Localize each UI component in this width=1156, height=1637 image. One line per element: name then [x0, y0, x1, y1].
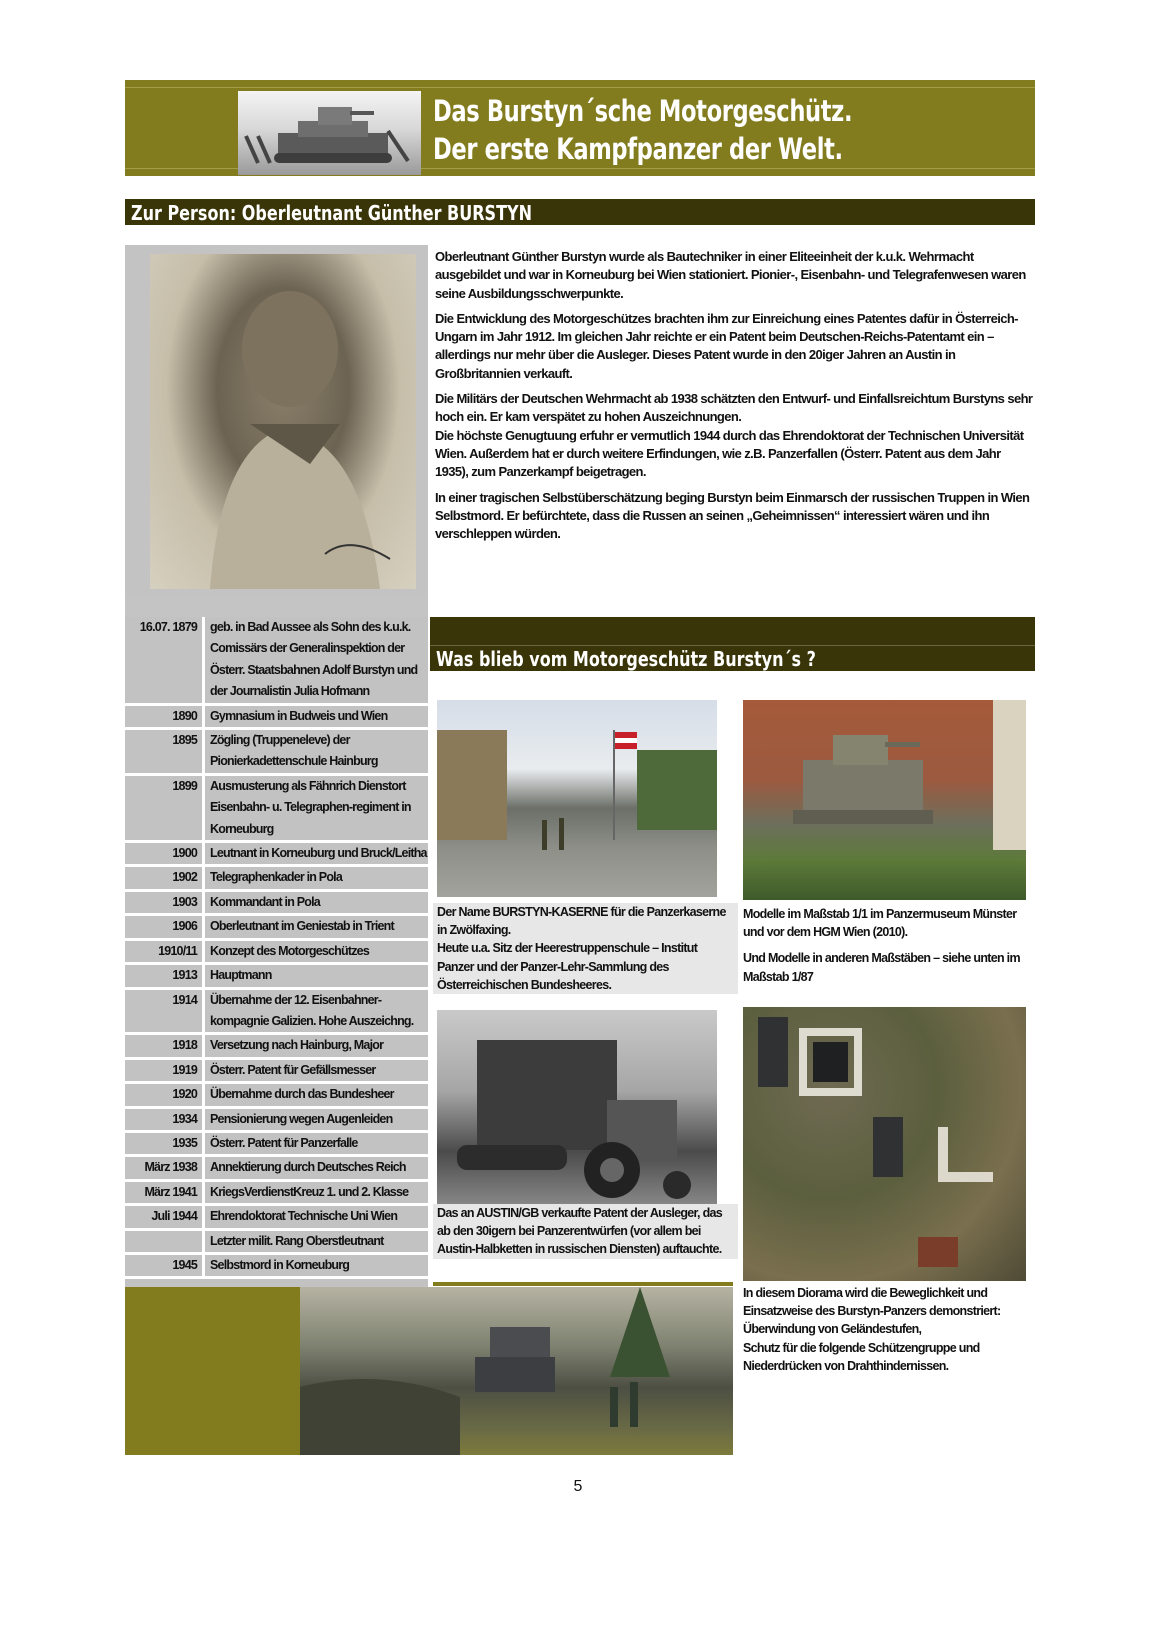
biography-text — [435, 248, 1035, 550]
timeline-event: Übernahme der 12. Eisenbahner-kompagnie Galizien. Hohe Auszeichng. — [210, 992, 414, 1028]
timeline-event: Oberleutnant im Geniestab in Trient — [210, 919, 394, 934]
timeline-date: 1913 — [125, 965, 205, 986]
timeline-event: Konzept des Motorgeschützes — [210, 943, 369, 958]
timeline-event: Zögling (Truppeneleve) der Pionierkadettenschule Hainburg — [210, 733, 378, 769]
austin-halftrack-photo — [437, 1010, 717, 1212]
kaserne-illustration — [437, 700, 717, 897]
timeline-row — [125, 1182, 428, 1206]
caption-text: Der Name BURSTYN-KASERNE für die Panzerkaserne in Zwölfaxing. — [437, 905, 726, 938]
timeline-event: KriegsVerdienstKreuz 1. und 2. Klasse — [210, 1184, 409, 1199]
timeline-date: 1920 — [125, 1084, 205, 1105]
diorama-top-illustration — [743, 1007, 1026, 1281]
timeline-row — [125, 1157, 428, 1181]
timeline-date: 1899 — [125, 776, 205, 840]
timeline-event: Leutnant in Korneuburg und Bruck/Leitha — [210, 846, 427, 861]
bio-paragraph: Die Entwicklung des Motorgeschützes brachten ihm zur Einreichung eines Patentes dafür in Österreich-Ungarn im Jahr 1912. Im gleichen Jahr reichte er ein Patent beim Deutschen-Reichs-Patentamt ein – allerdings nur mehr über die Ausleger. Dieses Patent wurde in den 20iger Jahren an Austin in Großbritannien verkauft. — [435, 310, 1018, 381]
timeline-date: März 1938 — [125, 1157, 205, 1178]
austin-caption — [433, 1204, 738, 1259]
timeline-event: Versetzung nach Hainburg, Major — [210, 1038, 384, 1053]
decorative-olive-block — [125, 1287, 300, 1455]
timeline-row — [125, 965, 428, 989]
bio-paragraph: In einer tragischen Selbstüberschätzung beging Burstyn beim Einmarsch der russischen Truppen in Wien Selbstmord. Er befürchtete, dass die Russen an seinen „Geheimnissen“ interessiert wären und ihn verschleppen würden. — [435, 489, 1030, 542]
timeline-date: 1895 — [125, 730, 205, 773]
timeline-date: 1900 — [125, 843, 205, 864]
timeline-row — [125, 617, 428, 706]
caption-text: Schutz für die folgende Schützengruppe und — [743, 1340, 980, 1355]
section-heading-legacy — [430, 617, 1035, 671]
bio-paragraph: Oberleutnant Günther Burstyn wurde als Bautechniker in einer Eliteeinheit der k.u.k. Wehrmacht ausgebildet und war in Korneuburg bei Wien stationiert. Pionier-, Eisenbahn- und Telegrafenwesen waren seine Ausbildungsschwerpunkte. — [435, 249, 1026, 301]
portrait-photo — [150, 254, 416, 589]
timeline-row — [125, 990, 428, 1036]
diorama-caption — [743, 1284, 1035, 1375]
diorama-side-view-photo — [300, 1287, 733, 1455]
timeline-row — [125, 843, 428, 867]
timeline-event: Österr. Patent für Panzerfalle — [210, 1135, 358, 1150]
timeline-rows — [125, 617, 428, 1279]
timeline-row — [125, 1206, 428, 1230]
timeline-event: Gymnasium in Budweis und Wien — [210, 708, 388, 723]
timeline-row — [125, 1060, 428, 1084]
timeline-date: 1902 — [125, 867, 205, 888]
timeline-row — [125, 1255, 428, 1279]
timeline-date: 1919 — [125, 1060, 205, 1081]
timeline-date: 1910/11 — [125, 941, 205, 962]
page-title — [433, 92, 852, 168]
banner-rule-top — [125, 87, 1035, 88]
timeline-date: 1918 — [125, 1035, 205, 1056]
tank-illustration — [238, 91, 421, 175]
timeline-event: Ehrendoktorat Technische Uni Wien — [210, 1209, 398, 1224]
section-heading-legacy-text: Was blieb vom Motorgeschütz Burstyn´s ? — [436, 647, 816, 671]
museum-illustration — [743, 700, 1026, 900]
header-banner — [125, 80, 1035, 176]
diorama-top-view-photo — [743, 1007, 1026, 1281]
page-number: 5 — [573, 1478, 583, 1495]
section-heading-rule — [430, 645, 1035, 646]
kaserne-caption — [433, 903, 738, 994]
timeline-table — [125, 617, 428, 1314]
bio-paragraph: Die höchste Genugtuung erfuhr er vermutlich 1944 durch das Ehrendoktorat der Technischen Universität Wien. Außerdem hat er durch weitere Erfindungen, wie z.B. Panzerfallen (Österr. Patent aus dem Jahr 1935), zum Panzerkampf beigetragen. — [435, 427, 1024, 480]
timeline-row — [125, 1231, 428, 1255]
timeline-header-spacer — [125, 595, 428, 617]
section-heading-person-text: Zur Person: Oberleutnant Günther BURSTYN — [131, 201, 532, 225]
timeline-row — [125, 1035, 428, 1059]
timeline-date: 1935 — [125, 1133, 205, 1154]
caption-text: Und Modelle in anderen Maßstäben – siehe unten im Maßstab 1/87 — [743, 951, 1020, 984]
portrait-illustration — [150, 254, 416, 589]
section-heading-person — [125, 199, 1035, 225]
timeline-row — [125, 1084, 428, 1108]
caption-text: In diesem Diorama wird die Beweglichkeit und Einsatzweise des Burstyn-Panzers demonstriert: — [743, 1286, 1001, 1319]
timeline-date: Juli 1944 — [125, 1206, 205, 1227]
timeline-row — [125, 916, 428, 940]
timeline-event: Hauptmann — [210, 968, 272, 983]
timeline-event: Kommandant in Pola — [210, 894, 320, 909]
diorama-side-illustration — [300, 1287, 733, 1455]
caption-text: Überwindung von Geländestufen, — [743, 1322, 922, 1337]
timeline-row — [125, 892, 428, 916]
museum-caption — [743, 905, 1035, 986]
timeline-event: Selbstmord in Korneuburg — [210, 1257, 350, 1272]
caption-text: Das an AUSTIN/GB verkaufte Patent der Ausleger, das ab den 30igern bei Panzerentwürfen (vor allem bei Austin-Halbketten in russischen Diensten) auftauchte. — [437, 1206, 723, 1257]
timeline-row — [125, 776, 428, 843]
timeline-date: 16.07. 1879 — [125, 617, 205, 703]
kaserne-gate-photo — [437, 700, 717, 897]
timeline-event: Ausmusterung als Fähnrich Dienstort Eisenbahn- u. Telegraphen-regiment in Korneuburg — [210, 778, 411, 836]
austin-illustration — [437, 1010, 717, 1212]
caption-text: Niederdrücken von Drahthindernissen. — [743, 1358, 949, 1373]
timeline-row — [125, 1109, 428, 1133]
caption-text: Modelle im Maßstab 1/1 im Panzermuseum Münster und vor dem HGM Wien (2010). — [743, 907, 1017, 940]
timeline-date: März 1941 — [125, 1182, 205, 1203]
title-line-1: Das Burstyn´sche Motorgeschütz. — [433, 94, 853, 128]
timeline-event: Österr. Patent für Gefällsmesser — [210, 1062, 376, 1077]
timeline-date: 1914 — [125, 990, 205, 1033]
timeline-event: Annektierung durch Deutsches Reich — [210, 1160, 406, 1175]
timeline-date: 1890 — [125, 706, 205, 727]
timeline-date: 1906 — [125, 916, 205, 937]
caption-text: Heute u.a. Sitz der Heerestruppenschule – Institut Panzer und der Panzer-Lehr-Sammlung des Österreichischen Bundesheeres. — [437, 941, 698, 992]
timeline-event: Pensionierung wegen Augenleiden — [210, 1111, 393, 1126]
museum-tank-photo — [743, 700, 1026, 900]
timeline-date: 1934 — [125, 1109, 205, 1130]
timeline-event: geb. in Bad Aussee als Sohn des k.u.k. Comissärs der Generalinspektion der Österr. Staatsbahnen Adolf Burstyn und der Journalistin Julia Hofmann — [210, 620, 418, 699]
timeline-row — [125, 730, 428, 776]
timeline-date: 1945 — [125, 1255, 205, 1276]
decorative-rule — [433, 1282, 733, 1286]
timeline-event: Telegraphenkader in Pola — [210, 870, 343, 885]
timeline-date — [125, 1231, 205, 1252]
timeline-row — [125, 867, 428, 891]
timeline-event: Letzter milit. Rang Oberstleutnant — [210, 1233, 384, 1248]
tank-model-photo — [238, 91, 421, 175]
title-line-2: Der erste Kampfpanzer der Welt. — [433, 132, 843, 166]
timeline-row — [125, 706, 428, 730]
bio-paragraph: Die Militärs der Deutschen Wehrmacht ab 1938 schätzten den Entwurf- und Einfallsreichtum Burstyns sehr hoch ein. Er kam verspätet zu hohen Auszeichnungen. — [435, 391, 1033, 425]
timeline-event: Übernahme durch das Bundesheer — [210, 1087, 394, 1102]
timeline-date: 1903 — [125, 892, 205, 913]
timeline-row — [125, 941, 428, 965]
timeline-row — [125, 1133, 428, 1157]
